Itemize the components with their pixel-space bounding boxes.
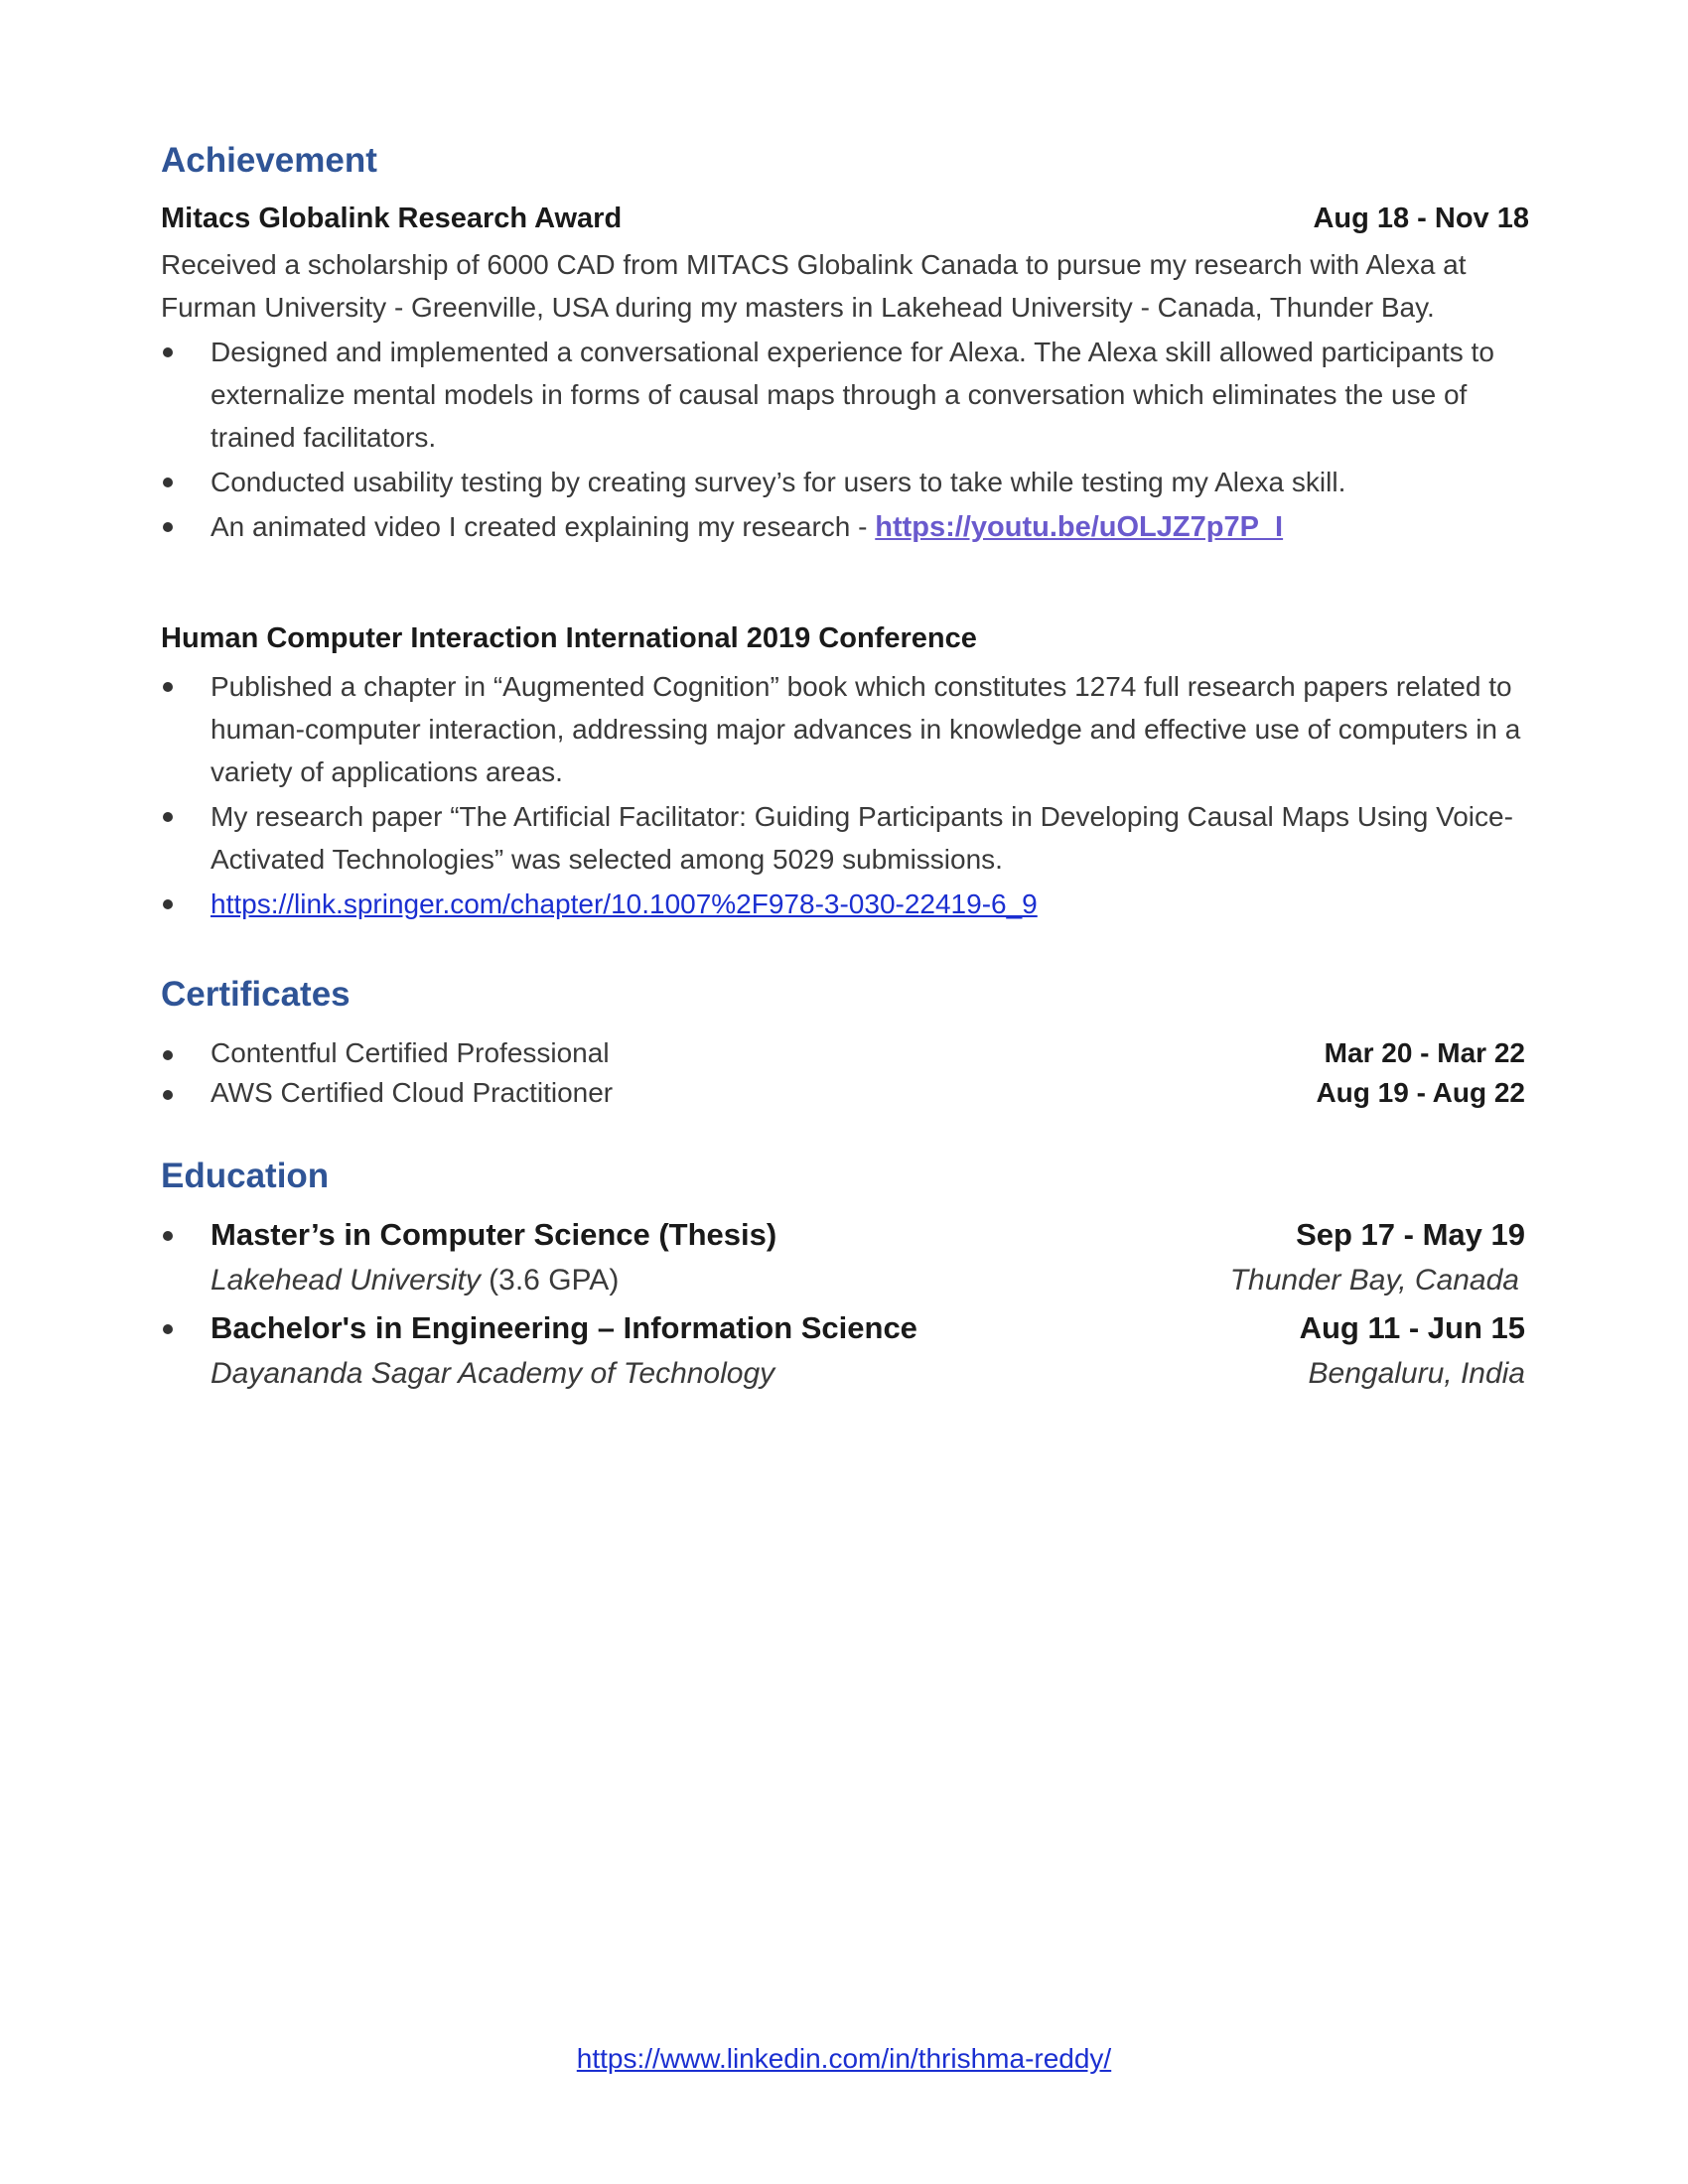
- bullet-text: Published a chapter in “Augmented Cognition” book which constitutes 1274 full research papers related to human-computer interaction, addressing major advances in knowledge and effective use of computers in a variety of applications areas.: [211, 671, 1521, 787]
- award-title: Mitacs Globalink Research Award: [161, 203, 623, 234]
- certificates-heading: Certificates: [161, 975, 351, 1014]
- degree-title: Bachelor's in Engineering – Information Science: [211, 1310, 917, 1345]
- degree-title: Master’s in Computer Science (Thesis): [211, 1217, 777, 1252]
- certificate-name: AWS Certified Cloud Practitioner: [211, 1077, 614, 1108]
- list-item: [161, 1073, 1525, 1113]
- list-item: [161, 883, 1531, 925]
- certificate-date: Mar 20 - Mar 22: [1324, 1037, 1525, 1068]
- bullet-icon: [163, 1090, 173, 1100]
- education-heading: Education: [161, 1157, 330, 1195]
- bullet-icon: [163, 1050, 173, 1060]
- school-name: Dayananda Sagar Academy of Technology: [211, 1357, 775, 1390]
- award-header: [161, 203, 1529, 235]
- bullet-icon: [163, 899, 173, 909]
- bullet-icon: [163, 522, 173, 532]
- certificate-date: Aug 19 - Aug 22: [1316, 1077, 1525, 1108]
- bullet-icon: [163, 812, 173, 822]
- bullet-text: Conducted usability testing by creating survey’s for users to take while testing my Alexa skill.: [211, 467, 1346, 497]
- linkedin-link[interactable]: https://www.linkedin.com/in/thrishma-reddy/: [576, 2043, 1112, 2074]
- list-item: [161, 331, 1531, 459]
- footer: [0, 2043, 1688, 2075]
- bullet-text: Designed and implemented a conversational experience for Alexa. The Alexa skill allowed participants to externalize mental models in forms of causal maps through a conversation which eliminates the use of trained facilitators.: [211, 337, 1494, 453]
- degree-date: Sep 17 - May 19: [1296, 1217, 1525, 1252]
- degree-date: Aug 11 - Jun 15: [1299, 1310, 1525, 1345]
- bullet-icon: [163, 1231, 173, 1241]
- bullet-text: An animated video I created explaining my research -: [211, 511, 876, 542]
- list-item: [161, 461, 1531, 503]
- school-location: Thunder Bay, Canada: [1229, 1264, 1519, 1297]
- award-date: Aug 18 - Nov 18: [1313, 203, 1529, 234]
- youtube-video-link[interactable]: https://youtu.be/uOLJZ7p7P_I: [875, 511, 1284, 543]
- certificates-list: [161, 1033, 1525, 1113]
- list-item: [161, 1033, 1525, 1073]
- conference-title: Human Computer Interaction International 2019 Conference: [161, 622, 977, 654]
- gpa: (3.6 GPA): [480, 1264, 620, 1297]
- conference-bullets: [161, 665, 1531, 925]
- award-bullets: [161, 331, 1531, 549]
- bullet-icon: [163, 478, 173, 487]
- list-item: [161, 1212, 1525, 1303]
- award-description: Received a scholarship of 6000 CAD from MITACS Globalink Canada to pursue my research with Alexa at Furman University - Greenville, USA during my masters in Lakehead University - Canada, Thunder Bay.: [161, 249, 1467, 323]
- school-location: Bengaluru, India: [1308, 1357, 1525, 1390]
- list-item: [161, 665, 1531, 793]
- bullet-text: My research paper “The Artificial Facilitator: Guiding Participants in Developing Causal Maps Using Voice-Activated Technologies” was selected among 5029 submissions.: [211, 801, 1513, 875]
- bullet-icon: [163, 347, 173, 357]
- school-name: Lakehead University: [211, 1264, 481, 1297]
- certificate-name: Contentful Certified Professional: [211, 1037, 610, 1068]
- list-item: [161, 505, 1531, 549]
- achievement-heading: Achievement: [161, 141, 377, 180]
- bullet-icon: [163, 682, 173, 692]
- education-list: [161, 1212, 1525, 1397]
- list-item: [161, 795, 1531, 881]
- springer-chapter-link[interactable]: https://link.springer.com/chapter/10.1007%2F978-3-030-22419-6_9: [211, 888, 1038, 919]
- list-item: [161, 1305, 1525, 1397]
- bullet-icon: [163, 1324, 173, 1334]
